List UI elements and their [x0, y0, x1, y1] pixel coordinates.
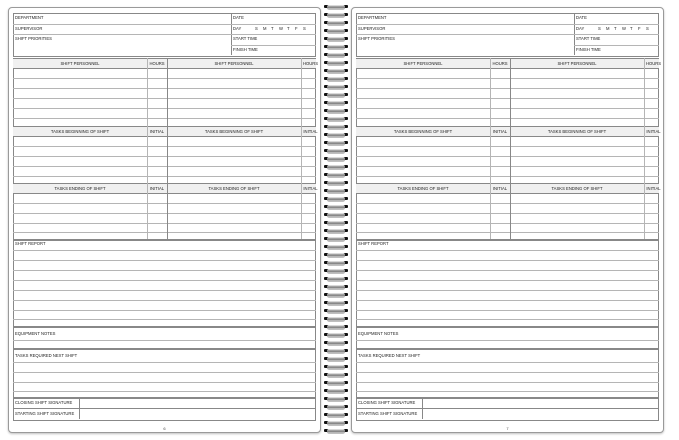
tasks-ending-col-left: TASKS ENDING OF SHIFT	[397, 186, 449, 191]
shift-report-frame	[356, 239, 659, 328]
shift-personnel-col-right: SHIFT PERSONNEL	[557, 61, 597, 66]
day-monday: M	[263, 26, 267, 31]
spiral-coil	[324, 204, 348, 209]
day-sunday: S	[255, 26, 258, 31]
spiral-coil	[324, 100, 348, 105]
spiral-coil	[324, 28, 348, 33]
day-label: DAY	[233, 26, 242, 31]
spiral-coil	[324, 228, 348, 233]
initial-col-right-2: INITIAL	[303, 186, 318, 191]
spiral-coil	[324, 308, 348, 313]
initial-col-left: INITIAL	[149, 129, 165, 134]
shift-report-frame	[13, 239, 316, 328]
shift-priorities-label: SHIFT PRIORITIES	[358, 36, 395, 41]
spiral-coil	[324, 68, 348, 73]
spiral-coil	[324, 428, 348, 433]
spiral-coil	[324, 348, 348, 353]
hours-col-left: HOURS	[492, 61, 508, 66]
tasks-beginning-header	[356, 126, 659, 137]
day-friday: F	[638, 26, 641, 31]
finish-time-label: FINISH TIME	[233, 47, 258, 52]
supervisor-label: SUPERVISOR	[358, 26, 386, 31]
initial-col-right: INITIAL	[303, 129, 318, 134]
spiral-coil	[324, 92, 348, 97]
spiral-coil	[324, 196, 348, 201]
spiral-coil	[324, 60, 348, 65]
spiral-coil	[324, 372, 348, 377]
spiral-coil	[324, 316, 348, 321]
header-frame	[13, 13, 316, 57]
initial-col-right: INITIAL	[646, 129, 661, 134]
spiral-coil	[324, 116, 348, 121]
spiral-coil	[324, 148, 348, 153]
spiral-coil	[324, 260, 348, 265]
spiral-coil	[324, 284, 348, 289]
shift-personnel-col-left: SHIFT PERSONNEL	[403, 61, 443, 66]
spiral-coil	[324, 300, 348, 305]
day-wednesday: W	[622, 26, 626, 31]
tasks-next-shift-label: TASKS REQUIRED NEXT SHIFT	[358, 353, 421, 358]
finish-time-label: FINISH TIME	[576, 47, 601, 52]
spiral-coil	[324, 380, 348, 385]
spiral-coil	[324, 132, 348, 137]
shift-personnel-col-left: SHIFT PERSONNEL	[60, 61, 100, 66]
header-frame	[356, 13, 659, 57]
shift-personnel-col-right: SHIFT PERSONNEL	[214, 61, 254, 66]
starting-signature-label: STARTING SHIFT SIGNATURE	[358, 411, 418, 416]
spiral-coil	[324, 356, 348, 361]
spiral-coil	[324, 12, 348, 17]
spiral-coil	[324, 36, 348, 41]
spiral-coil	[324, 76, 348, 81]
day-saturday: S	[646, 26, 649, 31]
tasks-beginning-col-left: TASKS BEGINNING OF SHIFT	[50, 129, 110, 134]
spiral-coil	[324, 252, 348, 257]
start-time-label: START TIME	[233, 36, 258, 41]
department-label: DEPARTMENT	[358, 15, 387, 20]
shift-priorities-label: SHIFT PRIORITIES	[15, 36, 52, 41]
equipment-notes-label: EQUIPMENT NOTES	[358, 331, 399, 336]
spiral-coil	[324, 188, 348, 193]
day-tuesday: T	[614, 26, 617, 31]
spiral-coil	[324, 84, 348, 89]
spiral-coil	[324, 276, 348, 281]
day-thursday: T	[630, 26, 633, 31]
tasks-beginning-header	[13, 126, 316, 137]
day-label: DAY	[576, 26, 585, 31]
spiral-coil	[324, 124, 348, 129]
tasks-ending-header	[356, 183, 659, 194]
day-thursday: T	[287, 26, 290, 31]
spiral-coil	[324, 20, 348, 25]
tasks-next-shift-label: TASKS REQUIRED NEXT SHIFT	[15, 353, 78, 358]
equipment-notes-frame	[356, 326, 659, 350]
spiral-coil	[324, 236, 348, 241]
spiral-coil	[324, 324, 348, 329]
day-wednesday: W	[279, 26, 283, 31]
equipment-notes-frame	[13, 326, 316, 350]
day-monday: M	[606, 26, 610, 31]
spiral-coil	[324, 52, 348, 57]
spiral-coil	[324, 172, 348, 177]
closing-signature-label: CLOSING SHIFT SIGNATURE	[358, 400, 416, 405]
spiral-coil	[324, 164, 348, 169]
tasks-beginning-col-right: TASKS BEGINNING OF SHIFT	[204, 129, 264, 134]
start-time-label: START TIME	[576, 36, 601, 41]
tasks-ending-header	[13, 183, 316, 194]
closing-signature-label: CLOSING SHIFT SIGNATURE	[15, 400, 73, 405]
spiral-coil	[324, 156, 348, 161]
right-page	[351, 7, 664, 433]
spiral-coil	[324, 388, 348, 393]
spiral-coil	[324, 332, 348, 337]
supervisor-label: SUPERVISOR	[15, 26, 43, 31]
spiral-coil	[324, 44, 348, 49]
page-number-left: 6	[163, 426, 166, 431]
shift-personnel-header	[356, 58, 662, 69]
spiral-coil	[324, 4, 348, 9]
spiral-coil	[324, 404, 348, 409]
shift-report-label: SHIFT REPORT	[358, 241, 389, 246]
spiral-coil	[324, 420, 348, 425]
spiral-coil	[324, 292, 348, 297]
shift-personnel-header	[13, 58, 319, 69]
spiral-coil	[324, 364, 348, 369]
tasks-ending-col-right: TASKS ENDING OF SHIFT	[208, 186, 260, 191]
shift-report-label: SHIFT REPORT	[15, 241, 46, 246]
equipment-notes-label: EQUIPMENT NOTES	[15, 331, 56, 336]
day-friday: F	[295, 26, 298, 31]
spiral-coil	[324, 340, 348, 345]
page-number-right: 7	[506, 426, 509, 431]
spiral-coil	[324, 212, 348, 217]
spiral-coil	[324, 180, 348, 185]
initial-col-left: INITIAL	[492, 129, 508, 134]
spiral-coil	[324, 220, 348, 225]
spiral-coil	[324, 244, 348, 249]
initial-col-left-2: INITIAL	[149, 186, 165, 191]
tasks-beginning-col-left: TASKS BEGINNING OF SHIFT	[393, 129, 453, 134]
spiral-coil	[324, 140, 348, 145]
spiral-coil	[324, 108, 348, 113]
tasks-ending-col-right: TASKS ENDING OF SHIFT	[551, 186, 603, 191]
day-saturday: S	[303, 26, 306, 31]
tasks-beginning-col-right: TASKS BEGINNING OF SHIFT	[547, 129, 607, 134]
starting-signature-label: STARTING SHIFT SIGNATURE	[15, 411, 75, 416]
department-label: DEPARTMENT	[15, 15, 44, 20]
hours-col-left: HOURS	[149, 61, 165, 66]
spiral-coil	[324, 412, 348, 417]
day-sunday: S	[598, 26, 601, 31]
tasks-ending-col-left: TASKS ENDING OF SHIFT	[54, 186, 106, 191]
hours-col-right: HOURS	[645, 61, 662, 66]
spiral-coil	[324, 268, 348, 273]
date-label: DATE	[233, 15, 244, 20]
initial-col-left-2: INITIAL	[492, 186, 508, 191]
date-label: DATE	[576, 15, 587, 20]
hours-col-right: HOURS	[302, 61, 319, 66]
spiral-coil	[324, 396, 348, 401]
left-page	[8, 7, 321, 433]
spiral-binding	[321, 0, 351, 440]
day-tuesday: T	[271, 26, 274, 31]
initial-col-right-2: INITIAL	[646, 186, 661, 191]
